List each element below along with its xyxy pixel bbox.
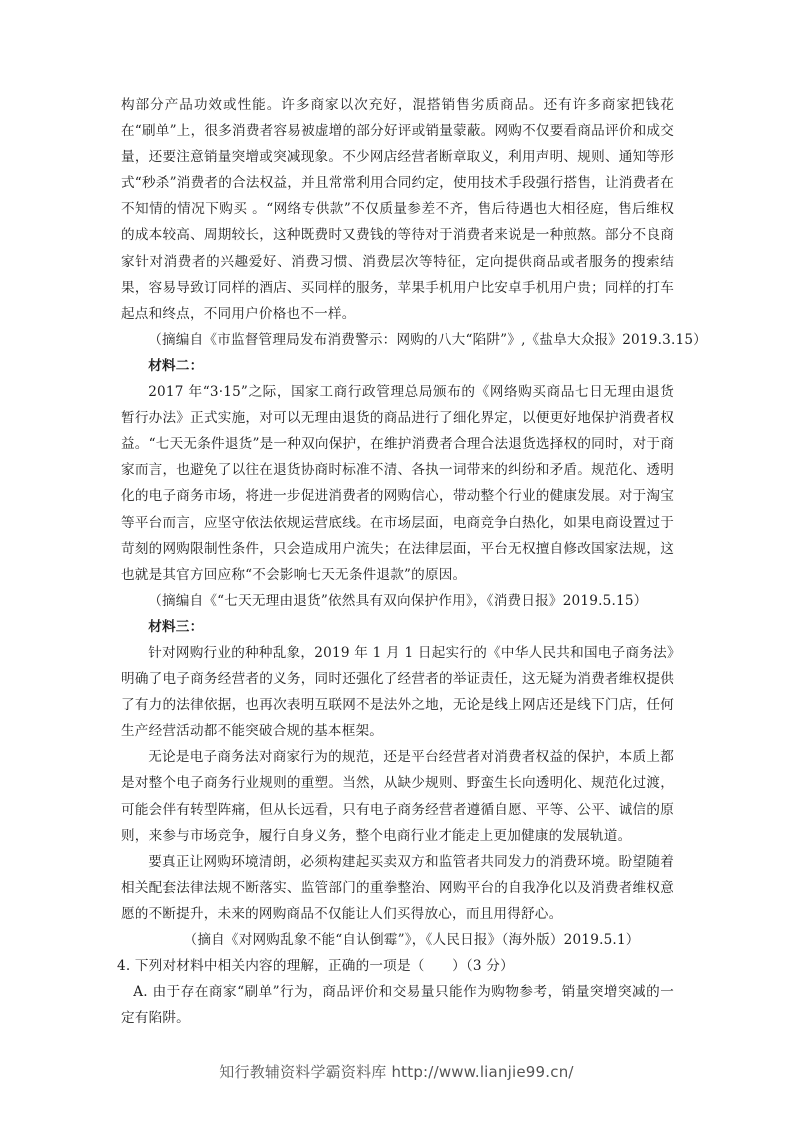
document-page bbox=[117, 92, 707, 1031]
option-a-label: A. bbox=[133, 984, 153, 1001]
footer-watermark: 知行教辅资料学霸资料库 http://www.lianjie99.cn/ bbox=[219, 1063, 574, 1081]
question-option-a bbox=[121, 979, 674, 1031]
material3-paragraph-1: 针对网购行业的种种乱象，2019 年 1 月 1 日起实行的《中华人民共和国电子商务法》明确了电子商务经营者的义务，同时还强化了经营者的举证责任，这无疑为消费者维权提供了有力的法律依据，也再次表明互联网不是法外之地，无论是线上网店还是线下门店，任何生产经营活动都不能突破合规的基本框架。 bbox=[121, 644, 674, 740]
material3-heading: 材料三： bbox=[148, 618, 204, 635]
question-stem: 4. 下列对材料中相关内容的理解，正确的一项是（ ）（3 分） bbox=[117, 958, 514, 975]
material3-paragraph-3: 要真正让网购环境清朗，必须构建起买卖双方和监管者共同发力的消费环境。盼望随着相关配套法律法规不断落实、监管部门的重拳整治、网购平台的自我净化以及消费者维权意愿的不断提升，未来的网购商品不仅能让人们买得放心，而且用得舒心。 bbox=[121, 853, 674, 922]
material2-paragraph: 2017 年“3·15”之际，国家工商行政管理总局颁布的《网络购买商品七日无理由退货暂行办法》正式实施，对可以无理由退货的商品进行了细化界定，以便更好地保护消费者权益。“七天无条件退货”是一种双向保护，在维护消费者合理合法退货选择权的同时，对于商家而言，也避免了以往在退货协商时标准不清、各执一词带来的纠纷和矛盾。规范化、透明化的电子商务市场，将进一步促进消费者的网购信心，带动整个行业的健康发展。对于淘宝等平台而言，应坚守依法依规运营底线。在市场层面，电商竞争白热化，如果电商设置过于苛刻的网购限制性条件，只会造成用户流失；在法律层面，平台无权擅自修改国家法规，这也就是其官方回应称“不会影响七天无条件退款”的原因。 bbox=[121, 384, 674, 583]
material1-source: （摘编自《市监督管理局发布消费警示：网购的八大“陷阱”》,《盐阜大众报》2019.3.15） bbox=[148, 331, 707, 348]
option-a-text: 由于存在商家“刷单”行为，商品评价和交易量只能作为购物参考，销量突增突减的一定有陷阱。 bbox=[121, 984, 675, 1027]
material3-paragraph-2: 无论是电子商务法对商家行为的规范，还是平台经营者对消费者权益的保护，本质上都是对整个电子商务行业规则的重塑。当然，从缺少规则、野蛮生长向透明化、规范化过渡，可能会伴有转型阵痛，但从长远看，只有电子商务经营者遵循自愿、平等、公平、诚信的原则，来参与市场竞争，履行自身义务，整个电商行业才能走上更加健康的发展轨道。 bbox=[121, 749, 674, 844]
material3-source: （摘自《对网购乱象不能“自认倒霉”》，《人民日报》（海外版）2019.5.1） bbox=[183, 932, 640, 948]
material2-heading: 材料二： bbox=[148, 357, 204, 374]
material1-paragraph: 构部分产品功效或性能。许多商家以次充好，混搭销售劣质商品。还有许多商家把钱花在“刷单”上，很多消费者容易被虚增的部分好评或销量蒙蔽。网购不仅要看商品评价和成交量，还要注意销量突增或突减现象。不少网店经营者断章取义，利用声明、规则、通知等形式“秒杀”消费者的合法权益，并且常常利用合同约定，使用技术手段强行搭售，让消费者在不知情的情况下购买 。“网络专供款”不仅质量参差不齐，售后待遇也大相径庭，售后维权的成本较高、周期较长，这种既费时又费钱的等待对于消费者来说是一种煎熬。部分不良商家针对消费者的兴趣爱好、消费习惯、消费层次等特征，定向提供商品或者服务的搜索结果，容易导致订同样的酒店、买同样的服务，苹果手机用户比安卓手机用户贵；同样的打车起点和终点，不同用户价格也不一样。 bbox=[121, 97, 674, 322]
material2-source: （摘编自《“七天无理由退货”依然具有双向保护作用》，《消费日报》2019.5.15） bbox=[148, 592, 648, 609]
